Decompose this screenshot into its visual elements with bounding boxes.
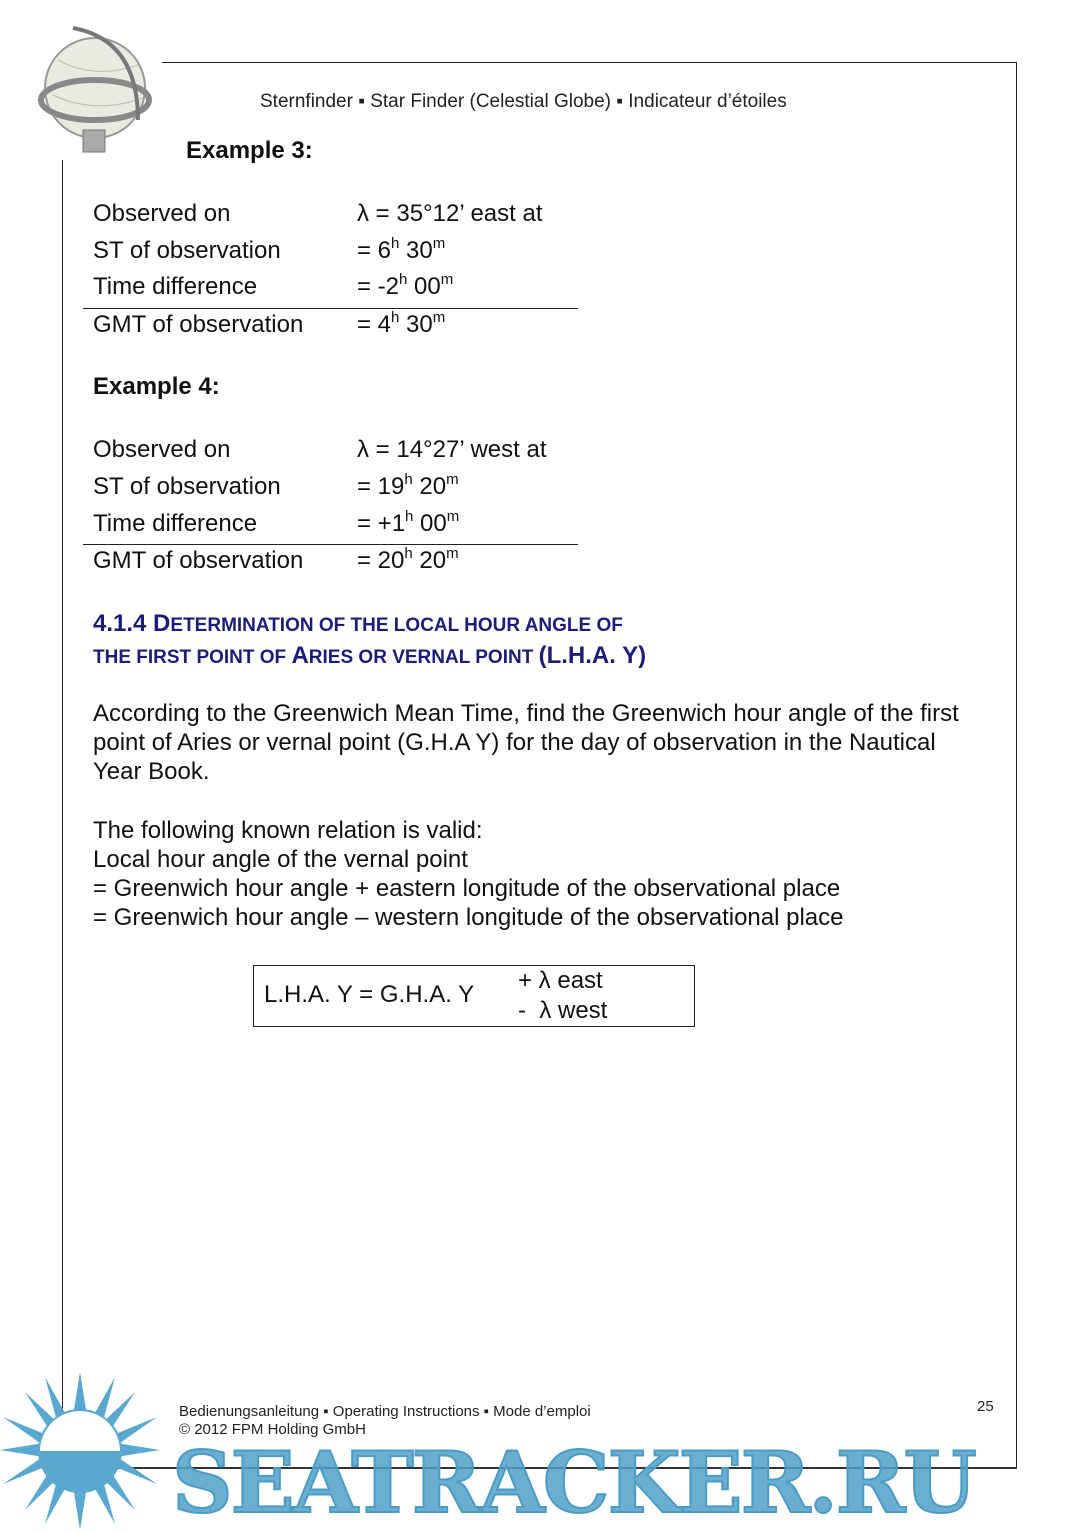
ex3-label: GMT of observation: [93, 311, 304, 338]
frame-left: [62, 160, 63, 1469]
ex3-value: λ = 35°12’ east at: [357, 200, 543, 227]
formula-plus: + λ east: [518, 967, 603, 994]
paragraph: According to the Greenwich Mean Time, find the Greenwich hour angle of the first point of Aries or vernal point (G.H.A Y) for the day of observation in the Nautical Year Book.: [93, 700, 959, 785]
ex3-label: ST of observation: [93, 237, 281, 264]
globe-logo-icon: [38, 20, 153, 158]
ex3-label: Time difference: [93, 273, 258, 300]
example-4-title: Example 4:: [93, 373, 220, 400]
sum-rule: [83, 308, 578, 309]
formula-minus: - λ west: [518, 997, 608, 1024]
frame-top: [162, 62, 1017, 63]
ex4-label: Time difference: [93, 510, 258, 537]
frame-right: [1016, 62, 1017, 1469]
page-number: 25: [977, 1398, 994, 1415]
formula-box: [253, 965, 695, 1027]
ex3-label: Observed on: [93, 200, 231, 227]
section-heading: 4.1.4 DETERMINATION OF THE LOCAL HOUR ANGLE OF THE FIRST POINT OF ARIES OR VERNAL POINT (L.H.A. Y): [93, 610, 647, 669]
formula-left: L.H.A. Y = G.H.A. Y: [264, 981, 475, 1008]
ex4-label: GMT of observation: [93, 547, 304, 574]
ex4-value: λ = 14°27’ west at: [357, 436, 547, 463]
footer-line2: © 2012 FPM Holding GmbH: [179, 1421, 366, 1438]
ex4-value: = $+1^h$ 00$^m$: [357, 508, 460, 537]
sun-watermark-icon: [0, 1372, 160, 1530]
ex4-label: Observed on: [93, 436, 231, 463]
ex3-value: = $4^h$ 30$^m$: [357, 309, 446, 338]
ex3-value: = $-2^h$ 00$^m$: [357, 271, 454, 300]
sum-rule: [83, 544, 578, 545]
ex4-value: = $19^h$ 20$^m$: [357, 471, 459, 500]
example-3-title: Example 3:: [186, 137, 313, 164]
watermark-text: SEATRACKER.RU: [172, 1433, 975, 1532]
ex4-value: = $20^h$ 20$^m$: [357, 545, 459, 574]
footer-line1: Bedienungsanleitung ▪ Operating Instructions ▪ Mode d’emploi: [179, 1403, 591, 1420]
ex4-label: ST of observation: [93, 473, 281, 500]
page-header: Sternfinder ▪ Star Finder (Celestial Globe) ▪ Indicateur d’étoiles: [260, 91, 787, 112]
ex3-value: = $6^h$ 30$^m$: [357, 235, 446, 264]
relation-text: The following known relation is valid: Local hour angle of the vernal point = Greenwich hour angle + eastern longitude of the observational place = Greenwich hour angle – western longitude of the observational place: [93, 817, 844, 931]
